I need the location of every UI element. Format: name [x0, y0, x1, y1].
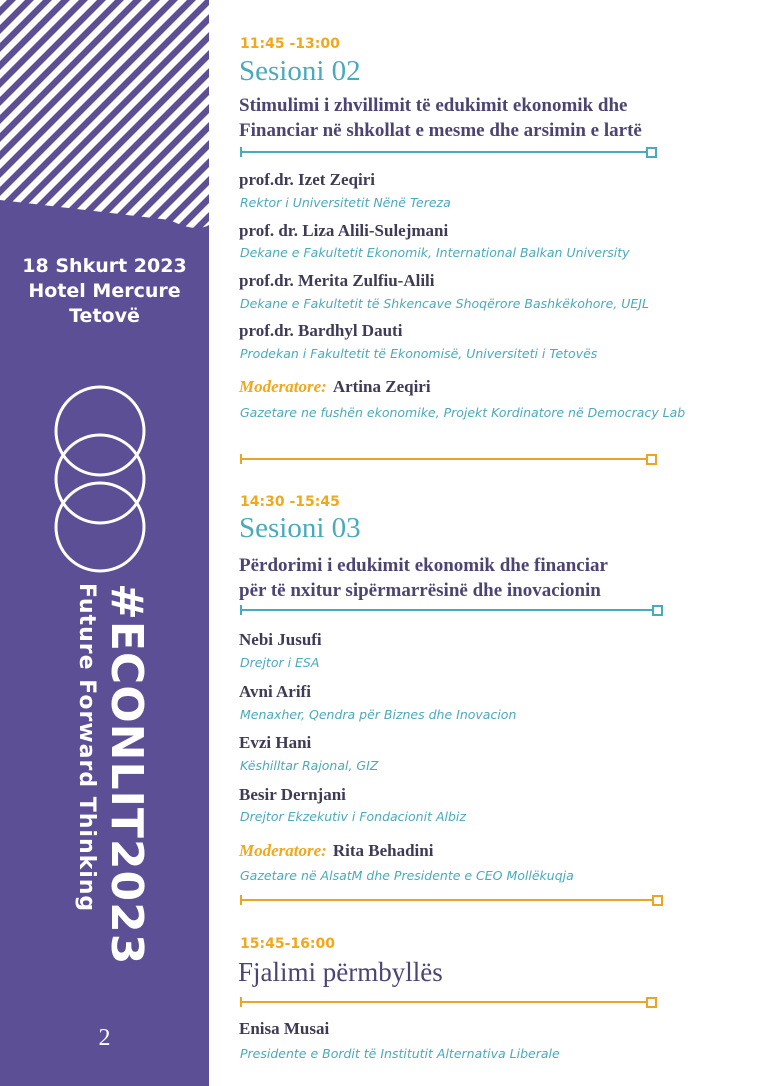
hashtag: #ECONLIT2023 [101, 583, 152, 966]
session3-speaker-3-name: Evzi Hani [239, 733, 312, 752]
session2-moderator [239, 377, 431, 397]
closing-speaker-role: Presidente e Bordit të Institutit Alternativa Liberale [240, 1046, 560, 1061]
session3-speaker-4-role: Drejtor Ekzekutiv i Fondacionit Albiz [240, 809, 466, 824]
session3-moderator-role: Gazetare në AlsatM dhe Presidente e CEO Mollëkuqja [240, 868, 574, 883]
session2-speaker-1-role: Rektor i Universitetit Nënë Tereza [240, 195, 451, 210]
session2-speaker-3-role: Dekane e Fakultetit të Shkencave Shoqërore Bashkëkohore, UEJL [240, 296, 649, 311]
tagline: Future Forward Thinking [74, 583, 99, 913]
session3-topic-line1: Përdorimi i edukimit ekonomik dhe financiar [239, 555, 608, 576]
three-interlocking-rings-icon [52, 385, 148, 575]
session2-speaker-2-role: Dekane e Fakultetit Ekonomik, International Balkan University [240, 245, 630, 260]
closing-time: 15:45-16:00 [240, 936, 335, 952]
session3-speaker-2-role: Menaxher, Qendra për Biznes dhe Inovacion [240, 707, 517, 722]
session3-divider [240, 609, 654, 611]
session2-speaker-1-name: prof.dr. Izet Zeqiri [239, 170, 375, 189]
session2-time: 11:45 -13:00 [240, 36, 340, 52]
moderator-name: Rita Behadini [332, 841, 434, 860]
session3-topic-line2: për të nxitur sipërmarrësinë dhe inovacionin [239, 580, 601, 601]
session3-speaker-1-role: Drejtor i ESA [240, 655, 320, 670]
closing-divider [240, 1001, 648, 1003]
session2-speaker-4-name: prof.dr. Bardhyl Dauti [239, 321, 403, 340]
moderator-label: Moderatore: [239, 841, 327, 860]
session2-moderator-role: Gazetare ne fushën ekonomike, Projekt Kordinatore në Democracy Lab [240, 405, 686, 420]
session3-speaker-4-name: Besir Dernjani [239, 785, 346, 804]
moderator-name: Artina Zeqiri [332, 377, 431, 396]
session3-speaker-2-name: Avni Arifi [239, 682, 311, 701]
event-info [0, 254, 209, 329]
session3-speaker-3-role: Këshilltar Rajonal, GIZ [240, 758, 379, 773]
moderator-label: Moderatore: [239, 377, 327, 396]
sidebar [0, 0, 209, 1086]
session3-end-divider [240, 899, 654, 901]
session2-topic-line1: Stimulimi i zhvillimit të edukimit ekonomik dhe [239, 95, 628, 116]
event-venue: Hotel Mercure [28, 280, 181, 302]
session2-end-divider [240, 458, 648, 460]
session3-title: Sesioni 03 [239, 512, 361, 544]
session2-topic-line2: Financiar në shkollat e mesme dhe arsimin e lartë [239, 120, 642, 141]
session2-speaker-2-name: prof. dr. Liza Alili-Sulejmani [239, 221, 449, 240]
session2-divider [240, 151, 648, 153]
session2-topic [239, 93, 642, 143]
event-date: 18 Shkurt 2023 [22, 255, 187, 277]
session3-time: 14:30 -15:45 [240, 494, 340, 510]
diagonal-stripes-decoration [0, 0, 209, 233]
session2-title: Sesioni 02 [239, 55, 361, 87]
session3-speaker-1-name: Nebi Jusufi [239, 630, 322, 649]
closing-title: Fjalimi përmbyllës [238, 957, 443, 987]
session2-speaker-3-name: prof.dr. Merita Zulfiu-Alili [239, 271, 435, 290]
event-city: Tetovë [69, 305, 140, 327]
page-number: 2 [98, 1025, 111, 1051]
session3-topic [239, 553, 608, 603]
vertical-branding [72, 583, 152, 965]
closing-speaker-name: Enisa Musai [239, 1019, 330, 1038]
session2-speaker-4-role: Prodekan i Fakultetit të Ekonomisë, Universiteti i Tetovës [240, 346, 598, 361]
session3-moderator [239, 841, 433, 861]
